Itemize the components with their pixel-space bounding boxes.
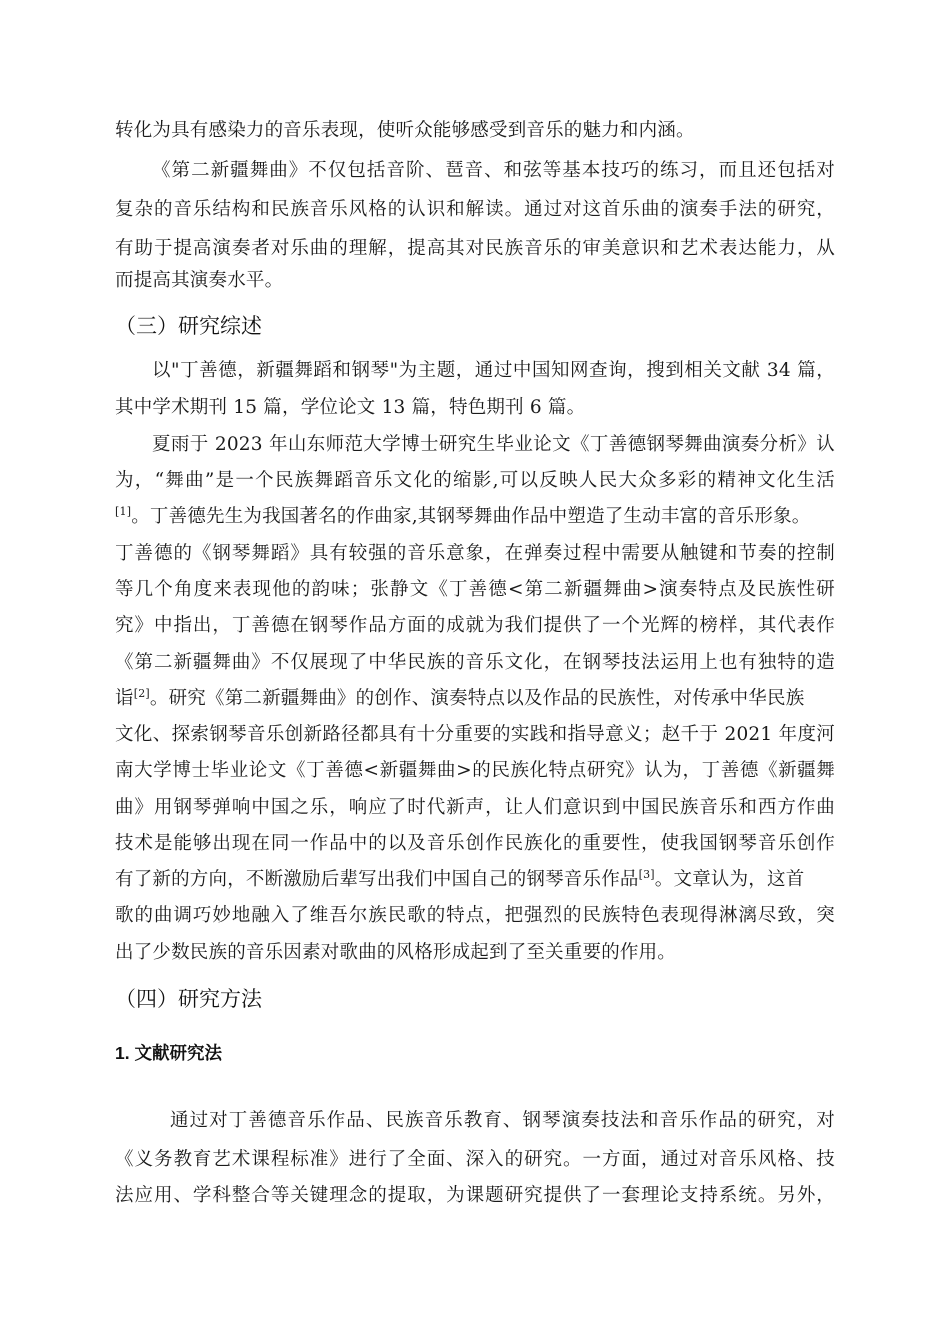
paragraph-line: 其中学术期刊 15 篇，学位论文 13 篇，特色期刊 6 篇。 xyxy=(115,397,586,418)
paragraph-line: 曲》用钢琴弹响中国之乐，响应了时代新声，让人们意识到中国民族音乐和西方作曲 xyxy=(115,797,835,818)
section-heading-methods: （四）研究方法 xyxy=(115,987,262,1011)
paragraph-line: 究》中指出，丁善德在钢琴作品方面的成就为我们提供了一个光辉的榜样，其代表作 xyxy=(115,615,835,636)
paragraph-line: 《第二新疆舞曲》不仅包括音阶、琶音、和弦等基本技巧的练习，而且还包括对 xyxy=(152,160,835,181)
paragraph-line: 而提高其演奏水平。 xyxy=(115,270,284,291)
paragraph-line xyxy=(115,686,835,712)
paragraph-line: 文化、探索钢琴音乐创新路径都具有十分重要的实践和指导意义；赵千于 2021 年度河 xyxy=(115,724,835,745)
paragraph-line: 夏雨于 2023 年山东师范大学博士研究生毕业论文《丁善德钢琴舞曲演奏分析》认 xyxy=(152,434,835,455)
subheading-literature-method: 1. 文献研究法 xyxy=(115,1043,222,1063)
paragraph-line: 通过对丁善德音乐作品、民族音乐教育、钢琴演奏技法和音乐作品的研究，对 xyxy=(170,1110,835,1131)
paragraph-line: 为，“舞曲”是一个民族舞蹈音乐文化的缩影,可以反映人民大众多彩的精神文化生活 xyxy=(115,470,835,491)
paragraph-line: 法应用、学科整合等关键理念的提取，为课题研究提供了一套理论支持系统。另外， xyxy=(115,1185,835,1206)
citation-ref: [2] xyxy=(133,686,150,700)
paragraph-line: 以"丁善德，新疆舞蹈和钢琴"为主题，通过中国知网查询，搜到相关文献 34 篇， xyxy=(152,360,835,381)
paragraph-line: 转化为具有感染力的音乐表现，使听众能够感受到音乐的魅力和内涵。 xyxy=(115,120,695,141)
paragraph-text: 诣 xyxy=(115,688,134,709)
paragraph-line: 有助于提高演奏者对乐曲的理解，提高其对民族音乐的审美意识和艺术表达能力，从 xyxy=(115,238,835,259)
paragraph-line: 技术是能够出现在同一作品中的以及音乐创作民族化的重要性，使我国钢琴音乐创作 xyxy=(115,833,835,854)
paragraph-text: 。丁善德先生为我国著名的作曲家,其钢琴舞曲作品中塑造了生动丰富的音乐形象。 xyxy=(131,506,811,527)
paragraph-line: 复杂的音乐结构和民族音乐风格的认识和解读。通过对这首乐曲的演奏手法的研究， xyxy=(115,199,835,220)
section-heading-review: （三）研究综述 xyxy=(115,314,262,338)
paragraph-line: 等几个角度来表现他的韵味；张静文《丁善德<第二新疆舞曲>演奏特点及民族性研 xyxy=(115,579,835,600)
citation-ref: [1] xyxy=(115,504,132,518)
paragraph-text: 有了新的方向，不断激励后辈写出我们中国自己的钢琴音乐作品 xyxy=(115,869,639,890)
paragraph-line: 出了少数民族的音乐因素对歌曲的风格形成起到了至关重要的作用。 xyxy=(115,942,677,963)
paragraph-text: 。研究《第二新疆舞曲》的创作、演奏特点以及作品的民族性，对传承中华民族 xyxy=(149,688,805,709)
paragraph-line: 歌的曲调巧妙地融入了维吾尔族民歌的特点，把强烈的民族特色表现得淋漓尽致，突 xyxy=(115,905,835,926)
paragraph-line: 《第二新疆舞曲》不仅展现了中华民族的音乐文化，在钢琴技法运用上也有独特的造 xyxy=(115,652,835,673)
citation-ref: [3] xyxy=(638,867,655,881)
paragraph-line: 南大学博士毕业论文《丁善德<新疆舞曲>的民族化特点研究》认为，丁善德《新疆舞 xyxy=(115,760,835,781)
paragraph-line xyxy=(115,504,835,530)
paragraph-line xyxy=(115,867,835,893)
paragraph-line: 丁善德的《钢琴舞蹈》具有较强的音乐意象，在弹奏过程中需要从触键和节奏的控制 xyxy=(115,543,835,564)
paragraph-text: 。文章认为，这首 xyxy=(654,869,805,890)
paragraph-line: 《义务教育艺术课程标准》进行了全面、深入的研究。一方面，通过对音乐风格、技 xyxy=(115,1149,835,1170)
